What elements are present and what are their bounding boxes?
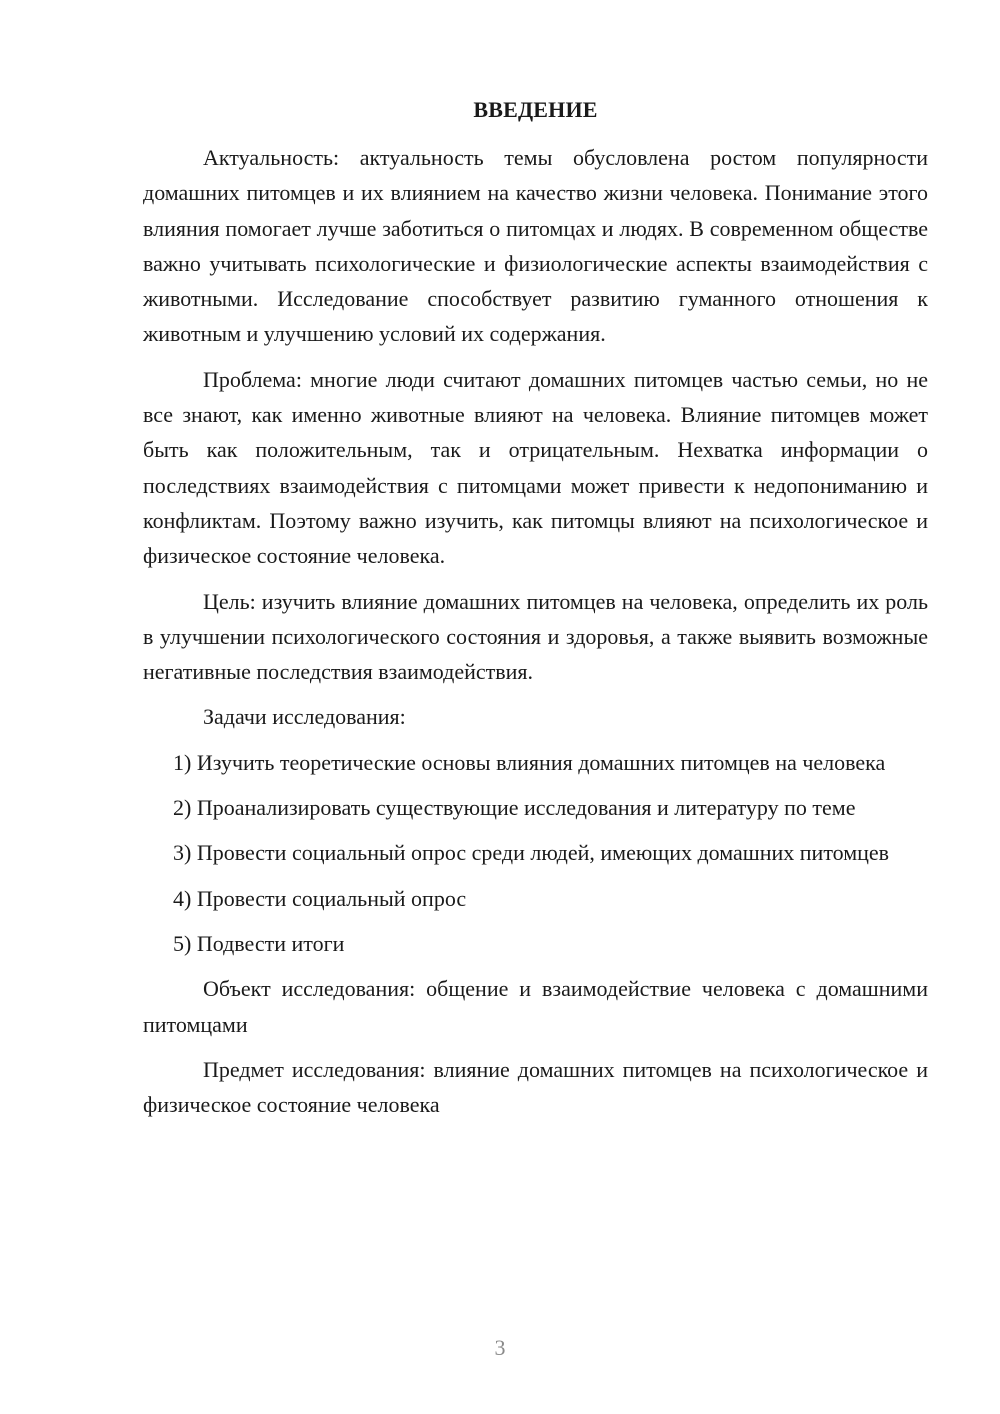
page-number: 3 [494,1335,506,1360]
list-item: 4) Провести социальный опрос [173,885,467,911]
list-item: 1) Изучить теоретические основы влияния домашних питомцев на человека [173,749,886,775]
relevance-paragraph: Актуальность: актуальность темы обусловлена ростом популярности домашних питомцев и их влиянием на качество жизни человека. Понимание этого влияния помогает лучше заботиться о питомцах и людях. В современном обществе важно учитывать психологические и физиологические аспекты взаимодействия с животными. Исследование способствует развитию гуманного отношения к животным и улучшению условий их содержания. [143,145,928,347]
page-title: ВВЕДЕНИЕ [473,97,598,122]
tasks-heading: Задачи исследования: [203,704,406,730]
list-item: 2) Проанализировать существующие исследования и литературу по теме [173,795,856,821]
object-paragraph: Объект исследования: общение и взаимодействие человека с домашними питомцами [143,976,928,1037]
subject-paragraph: Предмет исследования: влияние домашних питомцев на психологическое и физическое состояние человека [143,1056,928,1118]
list-item: 5) Подвести итоги [173,930,345,956]
list-item: 3) Провести социальный опрос среди людей, имеющих домашних питомцев [173,840,890,866]
document-page [143,92,928,1132]
problem-paragraph: Проблема: многие люди считают домашних питомцев частью семьи, но не все знают, как именно животные влияют на человека. Влияние питомцев может быть как положительным, так и отрицательным. Нехватка информации о последствиях взаимодействия с питомцами может привести к недопониманию и конфликтам. Поэтому важно изучить, как питомцы влияют на психологическое и физическое состояние человека. [143,366,928,569]
tasks-list [143,745,928,961]
goal-paragraph: Цель: изучить влияние домашних питомцев на человека, определить их роль в улучшении психологического состояния и здоровья, а также выявить возможные негативные последствия взаимодействия. [143,588,928,685]
